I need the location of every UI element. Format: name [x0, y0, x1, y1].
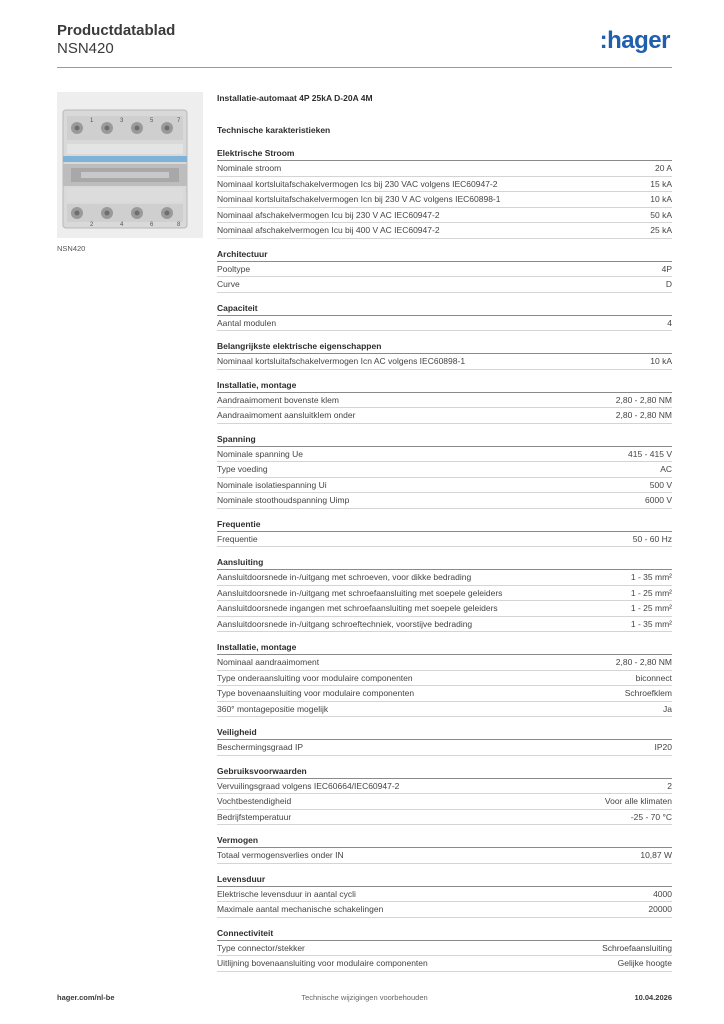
spec-value: 1 - 25 mm²	[630, 603, 672, 614]
spec-row	[217, 655, 672, 671]
pole-label: 1	[90, 118, 94, 124]
spec-row	[217, 478, 672, 494]
spec-label: Nominaal afschakelvermogen Icu bij 400 V AC IEC60947-2	[217, 225, 440, 236]
spec-row	[217, 393, 672, 409]
spec-label: Aantal modulen	[217, 317, 277, 328]
spec-label: Beschermingsgraad IP	[217, 742, 303, 753]
spec-value: 25 kA	[650, 225, 672, 236]
spec-section	[217, 641, 672, 717]
spec-row	[217, 794, 672, 810]
spec-row	[217, 617, 672, 633]
spec-label: Type onderaansluiting voor modulaire componenten	[217, 672, 413, 683]
spec-value: 4P	[661, 263, 672, 274]
spec-value: 10 kA	[650, 356, 672, 367]
spec-label: Uitlijning bovenaansluiting voor modulaire componenten	[217, 958, 428, 969]
spec-label: Nominale isolatiespanning Ui	[217, 479, 327, 490]
spec-section	[217, 834, 672, 864]
page-footer	[57, 993, 672, 1007]
section-title: Installatie, montage	[217, 641, 672, 655]
spec-section	[217, 726, 672, 756]
spec-label: Curve	[217, 279, 240, 290]
spec-row	[217, 956, 672, 972]
section-title: Architectuur	[217, 248, 672, 262]
spec-row	[217, 702, 672, 718]
spec-value: 2	[667, 780, 672, 791]
footer-website-link[interactable]: hager.com/nl-be	[57, 993, 115, 1002]
pole-label: 4	[120, 222, 124, 228]
spec-row	[217, 192, 672, 208]
spec-section	[217, 927, 672, 972]
section-title: Installatie, montage	[217, 379, 672, 393]
spec-section	[217, 147, 672, 239]
spec-value: 10 kA	[650, 194, 672, 205]
spec-value: biconnect	[635, 672, 672, 683]
spec-value: Schroefklem	[624, 688, 672, 699]
spec-label: Aandraaimoment aansluitklem onder	[217, 410, 356, 421]
pole-label: 2	[90, 222, 94, 228]
spec-row	[217, 532, 672, 548]
spec-value: 50 kA	[650, 209, 672, 220]
product-description: Installatie-automaat 4P 25kA D-20A 4M	[217, 93, 373, 103]
spec-row	[217, 177, 672, 193]
spec-label: 360° montagepositie mogelijk	[217, 703, 329, 714]
spec-value: 20 A	[654, 163, 672, 174]
footer-date: 10.04.2026	[634, 993, 672, 1002]
section-title: Spanning	[217, 433, 672, 447]
spec-label: Aansluitdoorsnede in-/uitgang met schroeven, voor dikke bedrading	[217, 572, 472, 583]
spec-label: Nominaal afschakelvermogen Icu bij 230 V AC IEC60947-2	[217, 209, 440, 220]
spec-row	[217, 408, 672, 424]
spec-section	[217, 302, 672, 332]
spec-label: Nominale spanning Ue	[217, 448, 303, 459]
spec-row	[217, 586, 672, 602]
spec-value: 2,80 - 2,80 NM	[615, 657, 672, 668]
spec-label: Bedrijfstemperatuur	[217, 811, 292, 822]
spec-row	[217, 740, 672, 756]
spec-section	[217, 873, 672, 918]
spec-row	[217, 779, 672, 795]
section-title: Capaciteit	[217, 302, 672, 316]
spec-section	[217, 340, 672, 370]
spec-row	[217, 601, 672, 617]
spec-value: Ja	[663, 703, 672, 714]
section-title: Elektrische Stroom	[217, 147, 672, 161]
pole-label: 3	[120, 118, 124, 124]
spec-row	[217, 493, 672, 509]
product-code-heading: NSN420	[57, 40, 114, 57]
spec-label: Totaal vermogensverlies onder IN	[217, 850, 344, 861]
pole-label: 6	[150, 222, 154, 228]
spec-row	[217, 902, 672, 918]
spec-section	[217, 765, 672, 826]
technical-characteristics-title: Technische karakteristieken	[217, 125, 331, 135]
spec-section	[217, 518, 672, 548]
spec-value: 4	[667, 317, 672, 328]
section-title: Frequentie	[217, 518, 672, 532]
spec-value: 2,80 - 2,80 NM	[615, 394, 672, 405]
hager-logo: :hager	[599, 27, 670, 54]
spec-row	[217, 810, 672, 826]
spec-label: Nominaal kortsluitafschakelvermogen Ics bij 230 VAC volgens IEC60947-2	[217, 178, 498, 189]
spec-sections	[217, 147, 672, 972]
spec-label: Type voeding	[217, 464, 268, 475]
pole-label: 5	[150, 118, 154, 124]
spec-label: Nominaal kortsluitafschakelvermogen Icn AC volgens IEC60898-1	[217, 356, 466, 367]
spec-label: Frequentie	[217, 533, 258, 544]
spec-value: D	[665, 279, 672, 290]
spec-value: 15 kA	[650, 178, 672, 189]
footer-disclaimer: Technische wijzigingen voorbehouden	[301, 993, 428, 1002]
spec-value: Gelijke hoogte	[617, 958, 672, 969]
spec-row	[217, 316, 672, 332]
spec-row	[217, 462, 672, 478]
spec-label: Aansluitdoorsnede in-/uitgang schroeftechniek, voorstijve bedrading	[217, 618, 473, 629]
section-title: Connectiviteit	[217, 927, 672, 941]
section-title: Levensduur	[217, 873, 672, 887]
product-image	[57, 92, 203, 238]
spec-label: Nominaal aandraaimoment	[217, 657, 320, 668]
spec-label: Pooltype	[217, 263, 251, 274]
spec-value: 500 V	[649, 479, 672, 490]
spec-row	[217, 223, 672, 239]
spec-row	[217, 161, 672, 177]
page-header	[57, 20, 672, 68]
spec-value: 4000	[653, 888, 672, 899]
spec-value: 415 - 415 V	[628, 448, 672, 459]
datasheet-content	[217, 92, 672, 981]
pole-label: 7	[177, 118, 181, 124]
spec-value: 1 - 25 mm²	[630, 587, 672, 598]
spec-label: Elektrische levensduur in aantal cycli	[217, 888, 356, 899]
section-title: Vermogen	[217, 834, 672, 848]
spec-row	[217, 686, 672, 702]
spec-label: Type bovenaansluiting voor modulaire componenten	[217, 688, 415, 699]
spec-value: 20000	[648, 904, 672, 915]
spec-value: 1 - 35 mm²	[630, 572, 672, 583]
section-title: Aansluiting	[217, 556, 672, 570]
spec-value: 1 - 35 mm²	[630, 618, 672, 629]
spec-value: 2,80 - 2,80 NM	[615, 410, 672, 421]
spec-value: Schroefaansluiting	[602, 942, 672, 953]
spec-row	[217, 848, 672, 864]
product-image-caption: NSN420	[57, 244, 86, 253]
spec-row	[217, 570, 672, 586]
spec-label: Nominaal kortsluitafschakelvermogen Icn bij 230 V AC volgens IEC60898-1	[217, 194, 501, 205]
spec-row	[217, 447, 672, 463]
section-title: Belangrijkste elektrische eigenschappen	[217, 340, 672, 354]
spec-section	[217, 556, 672, 632]
spec-row	[217, 354, 672, 370]
spec-label: Vervuilingsgraad volgens IEC60664/IEC60947-2	[217, 780, 400, 791]
spec-value: 50 - 60 Hz	[632, 533, 672, 544]
spec-label: Type connector/stekker	[217, 942, 305, 953]
spec-row	[217, 887, 672, 903]
spec-label: Nominale stoothoudspanning Uimp	[217, 495, 350, 506]
spec-value: Voor alle klimaten	[604, 796, 672, 807]
document-title: Productdatablad	[57, 22, 176, 39]
circuit-breaker-illustration	[57, 92, 203, 238]
spec-label: Aansluitdoorsnede in-/uitgang met schroefaansluiting met soepele geleiders	[217, 587, 503, 598]
spec-section	[217, 433, 672, 509]
spec-value: IP20	[654, 742, 672, 753]
spec-value: 10,87 W	[640, 850, 672, 861]
spec-label: Nominale stroom	[217, 163, 282, 174]
section-title: Gebruiksvoorwaarden	[217, 765, 672, 779]
header-divider	[57, 67, 672, 68]
section-title: Veiligheid	[217, 726, 672, 740]
pole-label: 8	[177, 222, 181, 228]
spec-label: Maximale aantal mechanische schakelingen	[217, 904, 384, 915]
spec-value: AC	[660, 464, 672, 475]
spec-label: Vochtbestendigheid	[217, 796, 292, 807]
spec-section	[217, 379, 672, 424]
spec-value: 6000 V	[645, 495, 672, 506]
spec-label: Aansluitdoorsnede ingangen met schroefaansluiting met soepele geleiders	[217, 603, 498, 614]
spec-value: -25 - 70 °C	[630, 811, 672, 822]
spec-row	[217, 671, 672, 687]
spec-row	[217, 277, 672, 293]
spec-row	[217, 262, 672, 278]
spec-section	[217, 248, 672, 293]
spec-label: Aandraaimoment bovenste klem	[217, 394, 339, 405]
spec-row	[217, 941, 672, 957]
spec-row	[217, 208, 672, 224]
